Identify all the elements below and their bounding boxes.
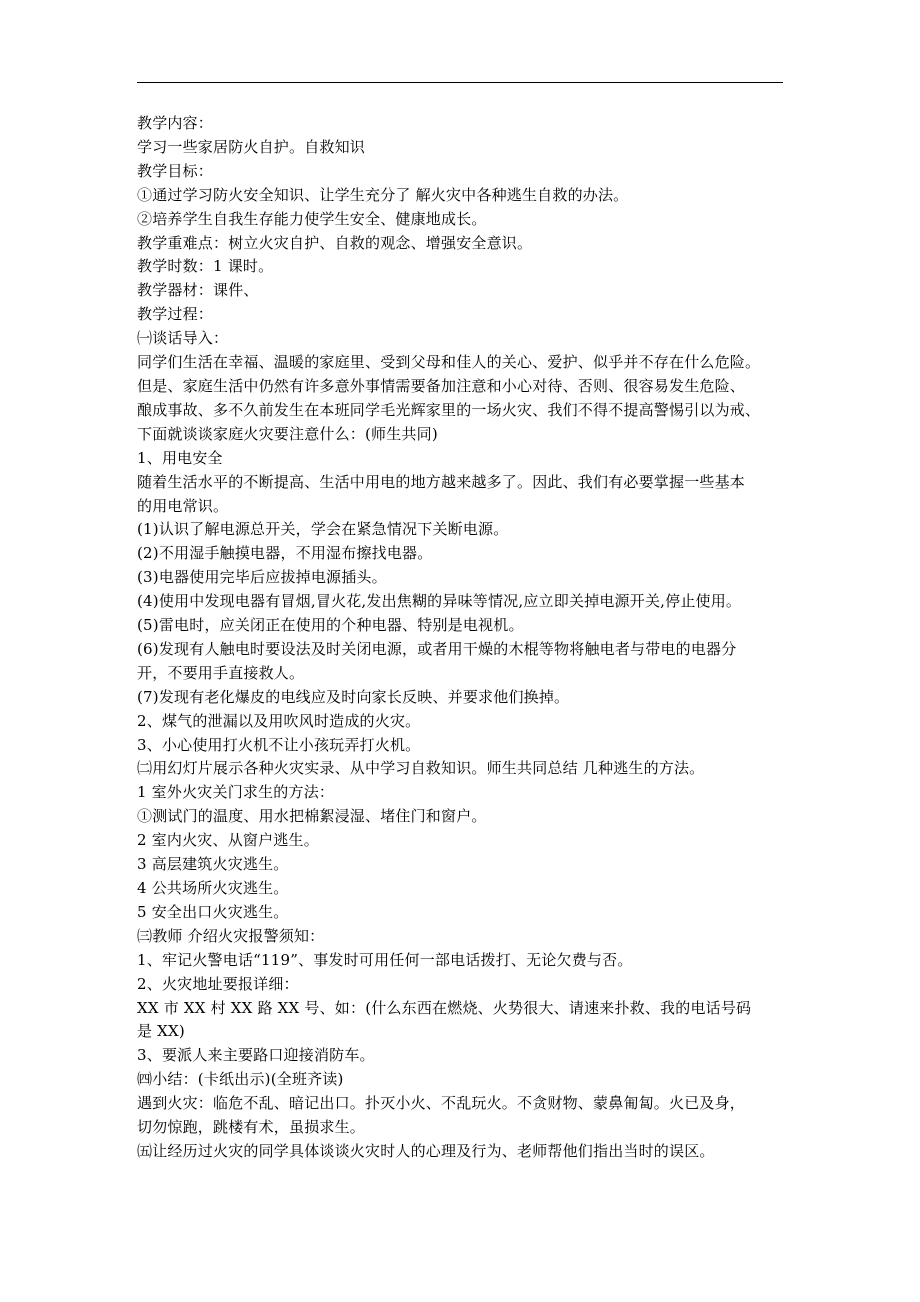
text-line: 但是、家庭生活中仍然有许多意外事情需要备加注意和小心对待、否则、很容易发生危险、 xyxy=(137,376,746,395)
text-line: 4 公共场所火灾逃生。 xyxy=(137,879,289,897)
text-line: 教学过程： xyxy=(137,305,214,324)
text-line: (4)使用中发现电器有冒烟,冒火花,发出焦糊的异味等情况,应立即关掉电源开关,停止使用。 xyxy=(137,592,742,611)
text-line: ㈤让经历过火灾的同学具体谈谈火灾时人的心理及行为、老师帮他们指出当时的误区。 xyxy=(137,1141,715,1160)
text-line: 1 室外火灾关门求生的方法： xyxy=(137,783,335,802)
text-line: ②培养学生自我生存能力使学生安全、健康地成长。 xyxy=(137,209,487,228)
text-line: 3、小心使用打火机不让小孩玩弄打火机。 xyxy=(137,735,421,754)
text-line: (3)电器使用完毕后应拔掉电源插头。 xyxy=(137,568,387,587)
text-line: 1、用电安全 xyxy=(137,448,223,467)
text-line: 开，不要用手直接救人。 xyxy=(137,663,305,682)
text-line: 5 安全出口火灾逃生。 xyxy=(137,902,289,921)
text-line: ㈢教师 介绍火灾报警须知： xyxy=(137,926,325,945)
text-line: 随着生活水平的不断提高、生活中用电的地方越来越多了。因此、我们有必要掌握一些基本 xyxy=(137,472,746,491)
text-line: 是 XX) xyxy=(137,1022,185,1041)
text-line: ㈡用幻灯片展示各种火灾实录、从中学习自救知识。师生共同总结 几种逃生的方法。 xyxy=(137,759,705,778)
text-line: 3 高层建筑火灾逃生。 xyxy=(137,855,289,874)
text-line: ①通过学习防火安全知识、让学生充分了 解火灾中各种逃生自救的办法。 xyxy=(137,185,629,204)
text-line: (1)认识了解电源总开关，学会在紧急情况下关断电源。 xyxy=(137,520,509,539)
text-line: 教学内容： xyxy=(137,114,214,132)
text-line: ①测试门的温度、用水把棉絮浸湿、堵住门和窗户。 xyxy=(137,807,487,826)
text-line: ㈣小结：(卡纸出示)(全班齐读) xyxy=(137,1070,344,1089)
text-line: (7)发现有老化爆皮的电线应及时向家长反映、并要求他们换掉。 xyxy=(137,687,570,706)
text-line: 教学重难点：树立火灾自护、自救的观念、增强安全意识。 xyxy=(137,233,533,252)
text-line: 2、煤气的泄漏以及用吹风时造成的火灾。 xyxy=(137,711,421,730)
text-line: (6)发现有人触电时要设法及时关闭电源，或者用干燥的木棍等物将触电者与带电的电器分 xyxy=(137,639,737,658)
text-line: 同学们生活在幸福、温暖的家庭里、受到父母和佳人的关心、爱护、似乎并不存在什么危险。 xyxy=(137,353,761,372)
text-line: 的用电常识。 xyxy=(137,496,229,515)
text-line: 下面就谈谈家庭火灾要注意什么：(师生共同) xyxy=(137,424,438,443)
text-line: XX 市 XX 村 XX 路 XX 号、如：(什么东西在燃烧、火势很大、请速来扑救、我的电话号码 xyxy=(137,998,752,1017)
text-line: (2)不用湿手触摸电器，不用湿布擦找电器。 xyxy=(137,544,433,563)
text-line: 教学时数：1 课时。 xyxy=(137,257,274,276)
text-line: (5)雷电时，应关闭正在使用的个种电器、特别是电视机。 xyxy=(137,616,524,635)
text-line: 学习一些家居防火自护。自救知识 xyxy=(137,137,366,156)
text-line: ㈠谈话导入： xyxy=(137,329,229,348)
text-line: 教学器材：课件、 xyxy=(137,281,259,300)
header-rule xyxy=(137,82,783,83)
text-line: 1、牢记火警电话“119”、事发时可用任何一部电话拨打、无论欠费与否。 xyxy=(137,950,633,969)
text-line: 3、要派人来主要路口迎接消防车。 xyxy=(137,1046,375,1065)
text-line: 2、火灾地址要报详细： xyxy=(137,974,299,993)
text-line: 教学目标： xyxy=(137,161,214,180)
document-body xyxy=(137,112,787,1164)
text-line: 切勿惊跑，跳楼有术，虽损求生。 xyxy=(137,1118,366,1137)
text-line: 2 室内火灾、从窗户逃生。 xyxy=(137,831,319,850)
text-line: 遇到火灾：临危不乱、暗记出口。扑灭小火、不乱玩火。不贪财物、蒙鼻匍匐。火已及身， xyxy=(137,1094,746,1113)
text-line: 酿成事故、多不久前发生在本班同学毛光辉家里的一场火灾、我们不得不提高警惕引以为戒、 xyxy=(137,400,761,419)
